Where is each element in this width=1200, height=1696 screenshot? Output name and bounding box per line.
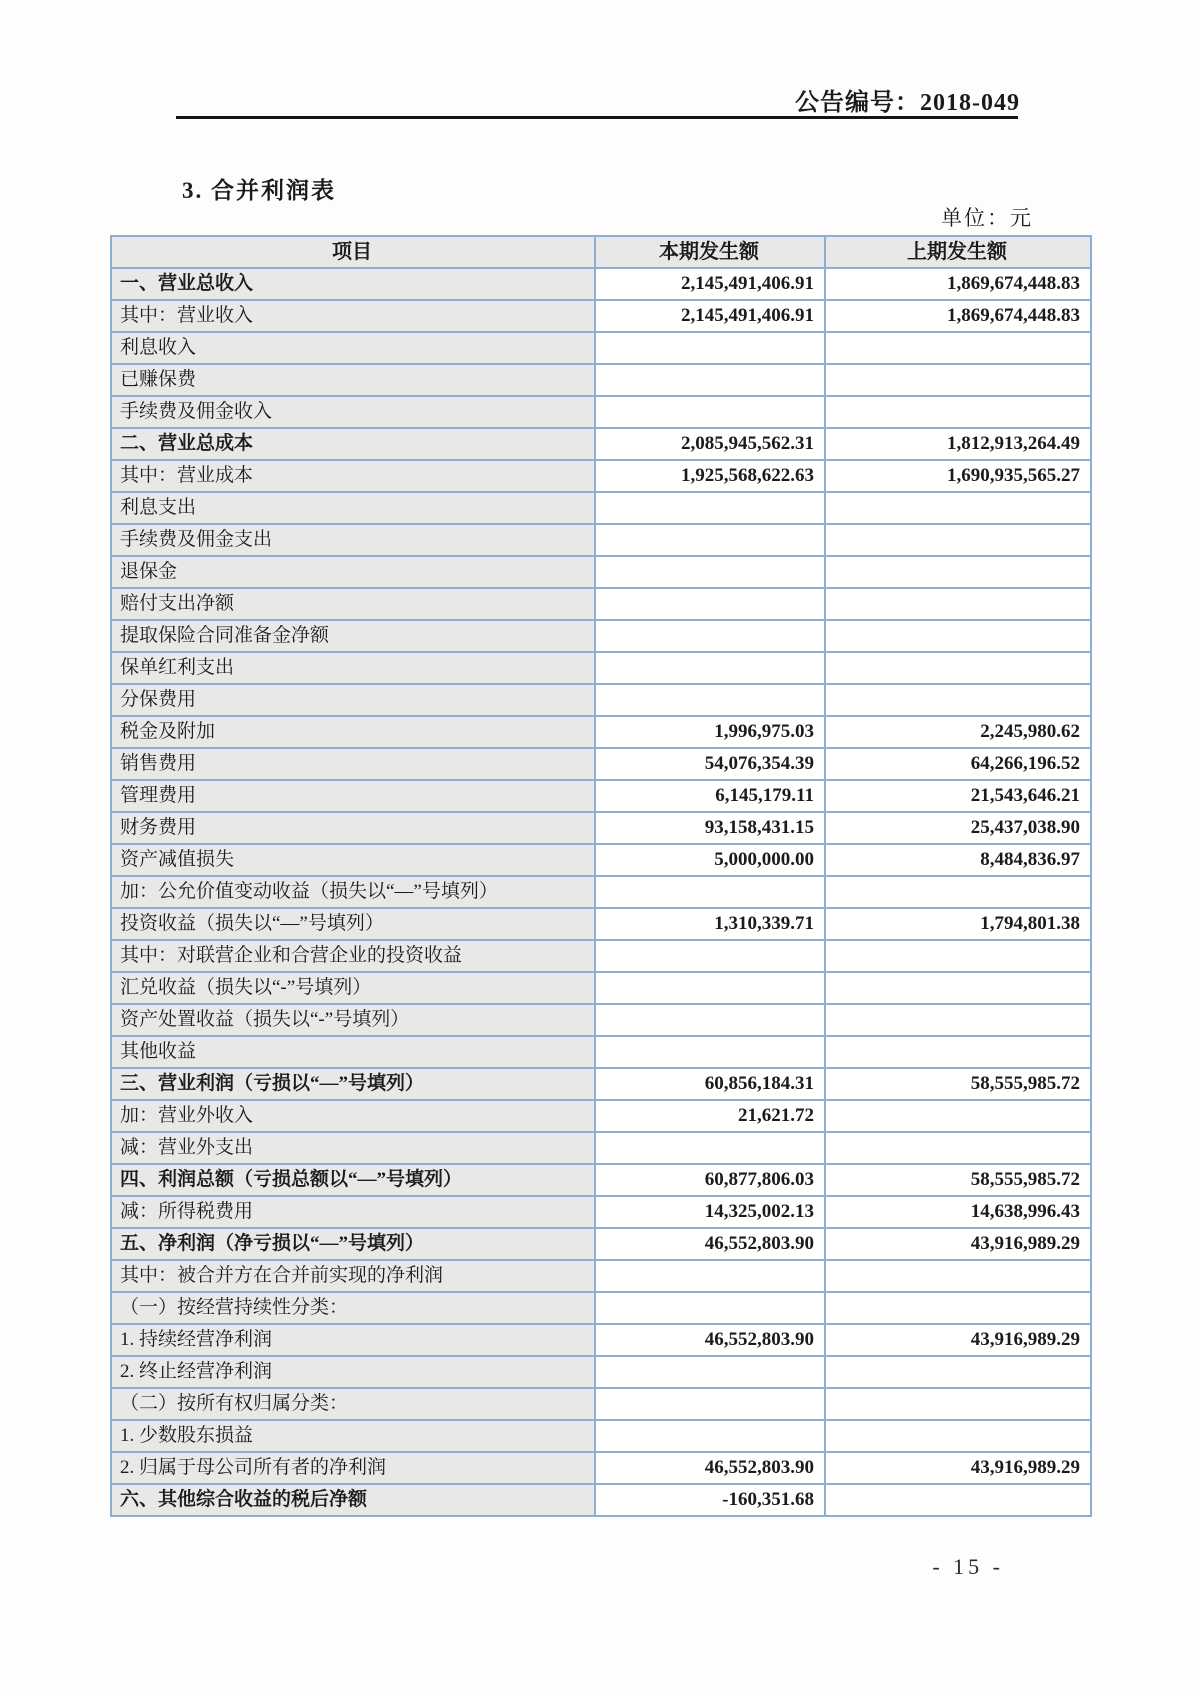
prior-period-value: [825, 588, 1091, 620]
row-label: 退保金: [111, 556, 595, 588]
current-period-value: [595, 524, 825, 556]
row-label: 提取保险合同准备金净额: [111, 620, 595, 652]
current-period-value: [595, 1388, 825, 1420]
current-period-value: [595, 1420, 825, 1452]
current-period-value: [595, 588, 825, 620]
row-label: 利息支出: [111, 492, 595, 524]
row-label: 五、净利润（净亏损以“—”号填列）: [111, 1228, 595, 1260]
table-row: [111, 460, 1091, 492]
column-header-item: 项目: [111, 236, 595, 268]
prior-period-value: [825, 940, 1091, 972]
row-label: 保单红利支出: [111, 652, 595, 684]
row-label: 其他收益: [111, 1036, 595, 1068]
prior-period-value: 25,437,038.90: [825, 812, 1091, 844]
table-row: [111, 1292, 1091, 1324]
current-period-value: 5,000,000.00: [595, 844, 825, 876]
row-label: 手续费及佣金收入: [111, 396, 595, 428]
table-row: [111, 588, 1091, 620]
table-row: [111, 1484, 1091, 1516]
row-label: 1. 持续经营净利润: [111, 1324, 595, 1356]
prior-period-value: 58,555,985.72: [825, 1068, 1091, 1100]
prior-period-value: 1,869,674,448.83: [825, 300, 1091, 332]
table-row: [111, 652, 1091, 684]
table-row: [111, 1164, 1091, 1196]
prior-period-value: [825, 1292, 1091, 1324]
table-row: [111, 300, 1091, 332]
row-label: 投资收益（损失以“—”号填列）: [111, 908, 595, 940]
prior-period-value: 1,794,801.38: [825, 908, 1091, 940]
prior-period-value: 58,555,985.72: [825, 1164, 1091, 1196]
current-period-value: [595, 1292, 825, 1324]
prior-period-value: 2,245,980.62: [825, 716, 1091, 748]
prior-period-value: [825, 876, 1091, 908]
table-row: [111, 812, 1091, 844]
table-row: [111, 1452, 1091, 1484]
row-label: 其中：对联营企业和合营企业的投资收益: [111, 940, 595, 972]
prior-period-value: 1,869,674,448.83: [825, 268, 1091, 300]
row-label: 一、营业总收入: [111, 268, 595, 300]
column-header-current-period: 本期发生额: [595, 236, 825, 268]
current-period-value: [595, 1004, 825, 1036]
row-label: 六、其他综合收益的税后净额: [111, 1484, 595, 1516]
current-period-value: 93,158,431.15: [595, 812, 825, 844]
table-row: [111, 396, 1091, 428]
table-header-row: [111, 236, 1091, 268]
row-label: 已赚保费: [111, 364, 595, 396]
table-row: [111, 1260, 1091, 1292]
row-label: 其中：营业成本: [111, 460, 595, 492]
current-period-value: 2,145,491,406.91: [595, 300, 825, 332]
prior-period-value: 1,812,913,264.49: [825, 428, 1091, 460]
prior-period-value: [825, 396, 1091, 428]
row-label: 加：营业外收入: [111, 1100, 595, 1132]
prior-period-value: [825, 364, 1091, 396]
table-row: [111, 492, 1091, 524]
income-table-body: [111, 268, 1091, 1516]
table-row: [111, 1324, 1091, 1356]
prior-period-value: 8,484,836.97: [825, 844, 1091, 876]
table-row: [111, 908, 1091, 940]
current-period-value: [595, 364, 825, 396]
prior-period-value: [825, 1484, 1091, 1516]
current-period-value: 21,621.72: [595, 1100, 825, 1132]
row-label: 资产减值损失: [111, 844, 595, 876]
row-label: 加：公允价值变动收益（损失以“—”号填列）: [111, 876, 595, 908]
prior-period-value: [825, 1132, 1091, 1164]
prior-period-value: [825, 972, 1091, 1004]
current-period-value: [595, 1260, 825, 1292]
row-label: 销售费用: [111, 748, 595, 780]
row-label: 三、营业利润（亏损以“—”号填列）: [111, 1068, 595, 1100]
current-period-value: 2,145,491,406.91: [595, 268, 825, 300]
prior-period-value: [825, 1420, 1091, 1452]
table-row: [111, 844, 1091, 876]
current-period-value: [595, 492, 825, 524]
prior-period-value: [825, 1356, 1091, 1388]
table-row: [111, 716, 1091, 748]
prior-period-value: [825, 620, 1091, 652]
current-period-value: [595, 972, 825, 1004]
current-period-value: 46,552,803.90: [595, 1324, 825, 1356]
table-row: [111, 940, 1091, 972]
current-period-value: 6,145,179.11: [595, 780, 825, 812]
unit-label: 单位：元: [941, 206, 1033, 230]
prior-period-value: [825, 1388, 1091, 1420]
current-period-value: [595, 940, 825, 972]
current-period-value: 1,996,975.03: [595, 716, 825, 748]
prior-period-value: 14,638,996.43: [825, 1196, 1091, 1228]
row-label: 赔付支出净额: [111, 588, 595, 620]
row-label: 二、营业总成本: [111, 428, 595, 460]
header-divider: [176, 116, 1018, 119]
current-period-value: [595, 1356, 825, 1388]
row-label: 2. 归属于母公司所有者的净利润: [111, 1452, 595, 1484]
prior-period-value: [825, 524, 1091, 556]
table-row: [111, 1068, 1091, 1100]
current-period-value: [595, 684, 825, 716]
current-period-value: 14,325,002.13: [595, 1196, 825, 1228]
table-row: [111, 972, 1091, 1004]
prior-period-value: 64,266,196.52: [825, 748, 1091, 780]
current-period-value: 54,076,354.39: [595, 748, 825, 780]
row-label: 其中：被合并方在合并前实现的净利润: [111, 1260, 595, 1292]
row-label: （一）按经营持续性分类：: [111, 1292, 595, 1324]
prior-period-value: 21,543,646.21: [825, 780, 1091, 812]
prior-period-value: [825, 1260, 1091, 1292]
table-row: [111, 1420, 1091, 1452]
row-label: 1. 少数股东损益: [111, 1420, 595, 1452]
table-row: [111, 428, 1091, 460]
prior-period-value: [825, 556, 1091, 588]
table-row: [111, 556, 1091, 588]
prior-period-value: 43,916,989.29: [825, 1452, 1091, 1484]
prior-period-value: [825, 1100, 1091, 1132]
table-row: [111, 1196, 1091, 1228]
current-period-value: [595, 876, 825, 908]
current-period-value: [595, 1036, 825, 1068]
prior-period-value: [825, 652, 1091, 684]
prior-period-value: 43,916,989.29: [825, 1324, 1091, 1356]
prior-period-value: [825, 332, 1091, 364]
table-row: [111, 524, 1091, 556]
table-row: [111, 268, 1091, 300]
table-row: [111, 1100, 1091, 1132]
row-label: 税金及附加: [111, 716, 595, 748]
prior-period-value: 43,916,989.29: [825, 1228, 1091, 1260]
table-row: [111, 332, 1091, 364]
current-period-value: [595, 556, 825, 588]
table-row: [111, 780, 1091, 812]
current-period-value: [595, 652, 825, 684]
current-period-value: 46,552,803.90: [595, 1452, 825, 1484]
table-row: [111, 1388, 1091, 1420]
current-period-value: 1,310,339.71: [595, 908, 825, 940]
table-row: [111, 620, 1091, 652]
current-period-value: 1,925,568,622.63: [595, 460, 825, 492]
table-row: [111, 1004, 1091, 1036]
table-row: [111, 1356, 1091, 1388]
current-period-value: 2,085,945,562.31: [595, 428, 825, 460]
current-period-value: 60,877,806.03: [595, 1164, 825, 1196]
current-period-value: 60,856,184.31: [595, 1068, 825, 1100]
prior-period-value: 1,690,935,565.27: [825, 460, 1091, 492]
current-period-value: 46,552,803.90: [595, 1228, 825, 1260]
table-row: [111, 364, 1091, 396]
prior-period-value: [825, 1004, 1091, 1036]
row-label: 分保费用: [111, 684, 595, 716]
table-row: [111, 1036, 1091, 1068]
column-header-prior-period: 上期发生额: [825, 236, 1091, 268]
row-label: 2. 终止经营净利润: [111, 1356, 595, 1388]
row-label: 四、利润总额（亏损总额以“—”号填列）: [111, 1164, 595, 1196]
table-row: [111, 1228, 1091, 1260]
row-label: 汇兑收益（损失以“-”号填列）: [111, 972, 595, 1004]
table-row: [111, 684, 1091, 716]
current-period-value: -160,351.68: [595, 1484, 825, 1516]
row-label: （二）按所有权归属分类：: [111, 1388, 595, 1420]
income-statement-table: [110, 235, 1090, 1517]
page-number: - 15 -: [932, 1554, 1004, 1579]
prior-period-value: [825, 1036, 1091, 1068]
row-label: 减：营业外支出: [111, 1132, 595, 1164]
current-period-value: [595, 332, 825, 364]
section-title: 3. 合并利润表: [182, 178, 336, 203]
row-label: 资产处置收益（损失以“-”号填列）: [111, 1004, 595, 1036]
row-label: 财务费用: [111, 812, 595, 844]
announcement-number: 公告编号：2018-049: [795, 90, 1020, 116]
table-row: [111, 748, 1091, 780]
current-period-value: [595, 1132, 825, 1164]
table-row: [111, 876, 1091, 908]
row-label: 减：所得税费用: [111, 1196, 595, 1228]
table-row: [111, 1132, 1091, 1164]
current-period-value: [595, 396, 825, 428]
prior-period-value: [825, 684, 1091, 716]
current-period-value: [595, 620, 825, 652]
row-label: 管理费用: [111, 780, 595, 812]
row-label: 其中：营业收入: [111, 300, 595, 332]
row-label: 手续费及佣金支出: [111, 524, 595, 556]
row-label: 利息收入: [111, 332, 595, 364]
prior-period-value: [825, 492, 1091, 524]
